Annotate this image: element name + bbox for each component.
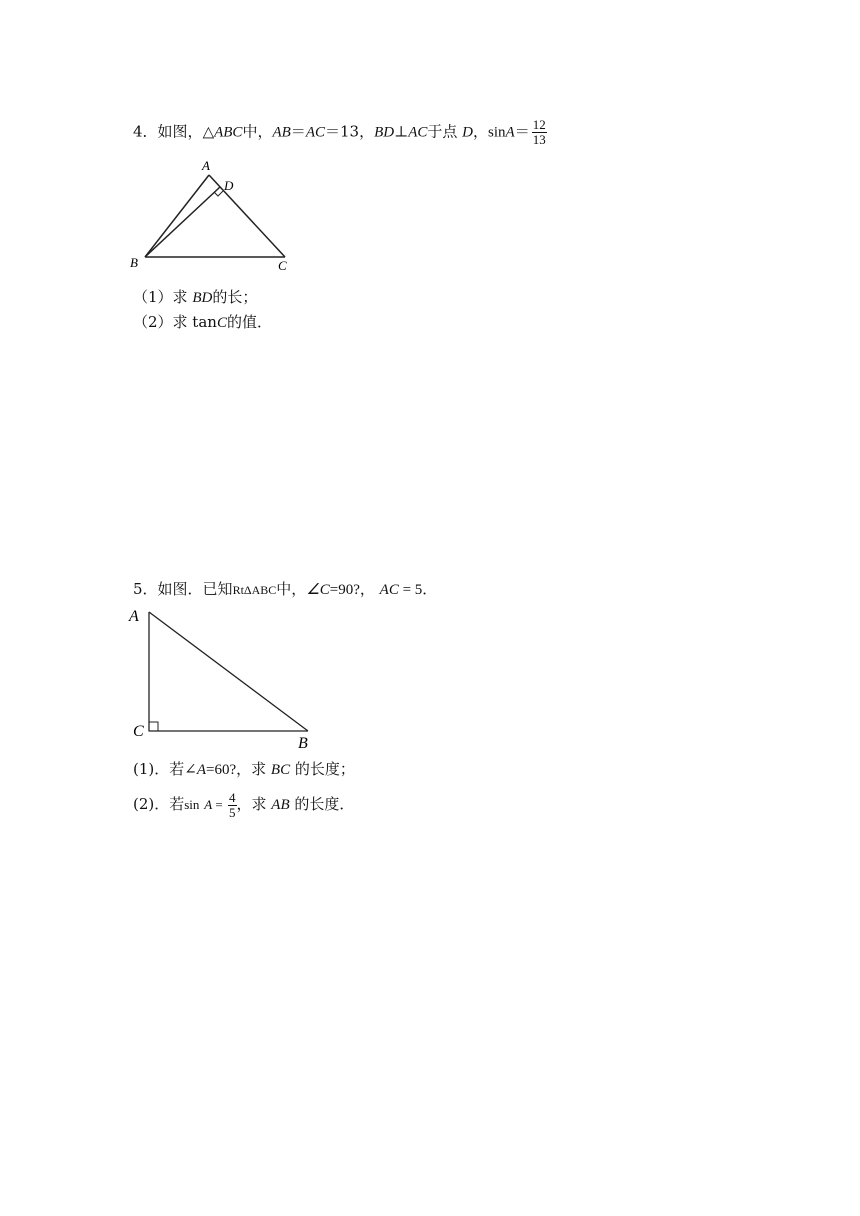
q5-fraction: $\frac{4}{5}$ bbox=[229, 789, 236, 820]
q4-side-ac bbox=[209, 175, 285, 257]
q5-figure bbox=[125, 600, 325, 755]
q4-part2: （2）求 tanC的值． bbox=[133, 313, 272, 331]
q5-label-c: C bbox=[133, 723, 144, 740]
q4-fraction: $\frac{12}{13}$ bbox=[532, 117, 546, 147]
q5-side-ab bbox=[149, 612, 308, 731]
q5-part1: (1)．若∠A=60?，求 BC 的长度； bbox=[133, 760, 355, 778]
q4-label-b: B bbox=[130, 255, 138, 270]
q5-part2: (2)．若sin A = $\frac{4}{5}$ ，求 AB 的长度． bbox=[133, 789, 355, 820]
q4-part1: （1）求 BD的长； bbox=[133, 288, 258, 306]
q4-figure bbox=[125, 155, 305, 275]
q4-number: 4． bbox=[133, 122, 158, 141]
q5-right-angle-mark bbox=[149, 722, 158, 731]
q4-side-ab bbox=[145, 175, 209, 257]
q4-statement: 4．如图，△ABC中，AB＝AC＝13，BD⊥AC于点 D，sinA＝ $\frac{12}{13}$ bbox=[133, 117, 546, 147]
q4-label-a: A bbox=[202, 158, 210, 173]
q4-segment-bd bbox=[145, 187, 220, 257]
q5-label-b: B bbox=[298, 735, 308, 752]
q5-label-a: A bbox=[129, 608, 139, 625]
q4-label-d: D bbox=[224, 178, 234, 193]
q5-number: 5． bbox=[133, 580, 158, 598]
q4-label-c: C bbox=[278, 258, 287, 273]
q5-statement: 5．如图．已知RtΔABC中，∠C=90?， AC = 5． bbox=[133, 580, 438, 598]
